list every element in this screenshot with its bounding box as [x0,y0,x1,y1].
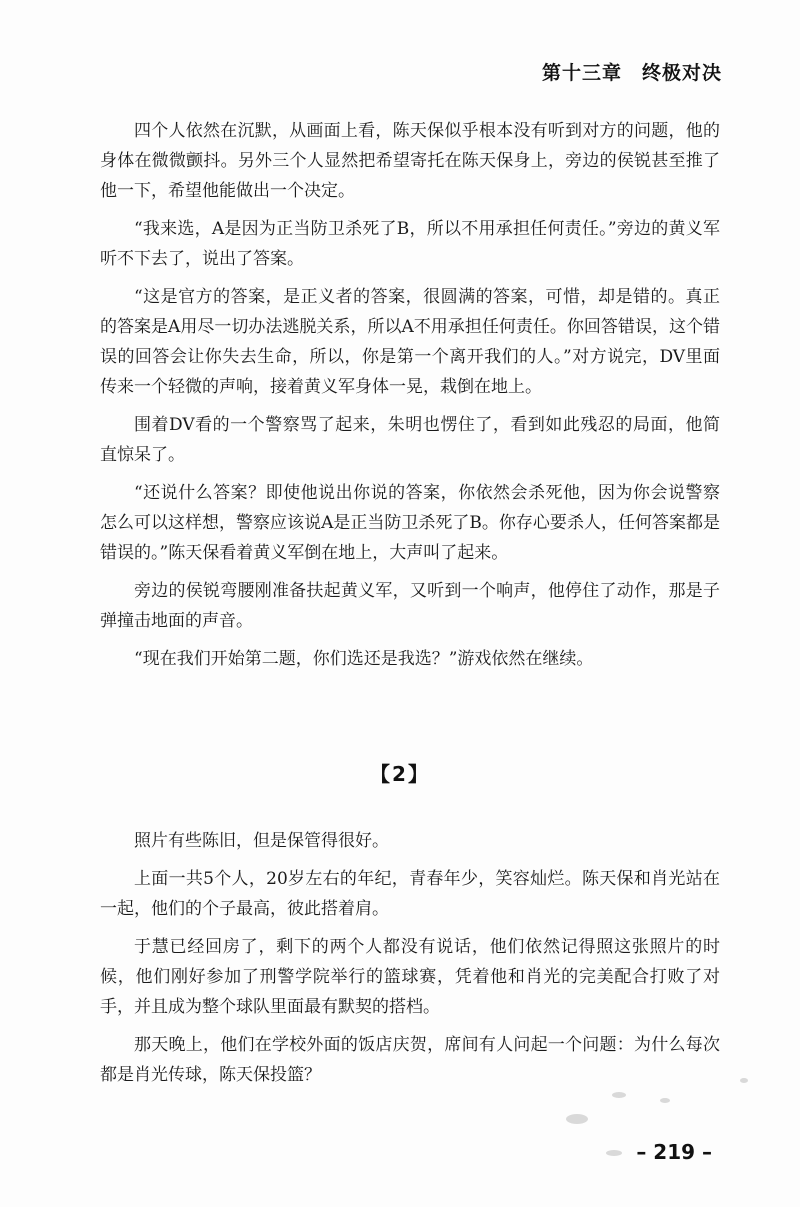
scan-smudge [606,1150,622,1156]
paragraph: 上面一共5个人，20岁左右的年纪，青春年少，笑容灿烂。陈天保和肖光站在一起，他们的个子最高，彼此搭着肩。 [100,869,720,919]
paragraph: 旁边的侯锐弯腰刚准备扶起黄义军，又听到一个响声，他停住了动作，那是子弹撞击地面的声音。 [100,581,720,631]
page-number: – 219 – [636,1140,712,1164]
paragraph: “我来选，A是因为正当防卫杀死了B，所以不用承担任何责任。”旁边的黄义军听不下去了，说出了答案。 [100,219,720,269]
chapter-running-head: 第十三章 终极对决 [541,62,722,84]
scan-smudge [740,1078,748,1083]
scan-smudge [566,1114,588,1124]
scan-smudge [660,1098,670,1103]
paragraph: 于慧已经回房了，剩下的两个人都没有说话，他们依然记得照这张照片的时候，他们刚好参加了刑警学院举行的篮球赛，凭着他和肖光的完美配合打败了对手，并且成为整个球队里面最有默契的搭档。 [100,937,720,1017]
paragraph: 四个人依然在沉默，从画面上看，陈天保似乎根本没有听到对方的问题，他的身体在微微颤抖。另外三个人显然把希望寄托在陈天保身上，旁边的侯锐甚至推了他一下，希望他能做出一个决定。 [100,121,720,201]
paragraph: “还说什么答案？即使他说出你说的答案，你依然会杀死他，因为你会说警察怎么可以这样想，警察应该说A是正当防卫杀死了B。你存心要杀人，任何答案都是错误的。”陈天保看着黄义军倒在地上，大声叫了起来。 [100,483,720,563]
body-text-after-section [100,826,720,1098]
section-heading: 【2】 [370,762,430,786]
paragraph: 那天晚上，他们在学校外面的饭店庆贺，席间有人问起一个问题：为什么每次都是肖光传球，陈天保投篮？ [100,1035,720,1085]
paragraph: 照片有些陈旧，但是保管得很好。 [134,831,389,851]
paragraph: “现在我们开始第二题，你们选还是我选？”游戏依然在继续。 [134,649,594,669]
scan-smudge [612,1092,626,1098]
paragraph: 围着DV看的一个警察骂了起来，朱明也愣住了，看到如此残忍的局面，他简直惊呆了。 [100,415,720,465]
paragraph: “这是官方的答案，是正义者的答案，很圆满的答案，可惜，却是错的。真正的答案是A用尽一切办法逃脱关系，所以A不用承担任何责任。你回答错误，这个错误的回答会让你失去生命，所以，你是第一个离开我们的人。”对方说完，DV里面传来一个轻微的声响，接着黄义军身体一晃，栽倒在地上。 [100,287,720,397]
body-text-before-section [100,116,720,682]
